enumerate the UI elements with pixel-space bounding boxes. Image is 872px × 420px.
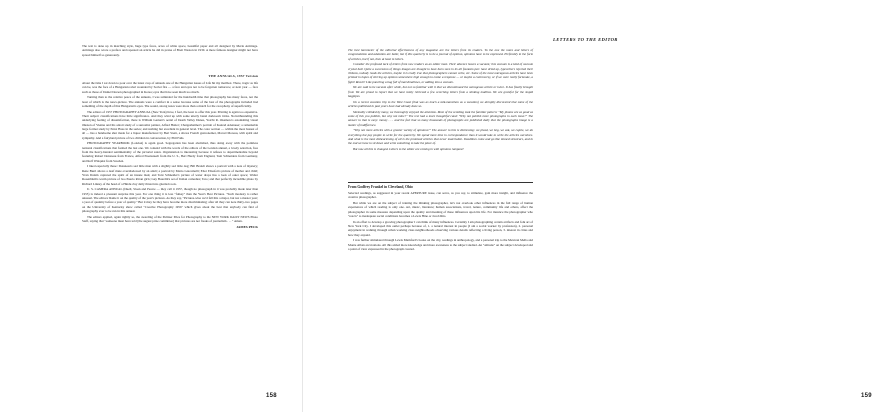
letter-paragraph: I was further stimulated through Lewis Mumford's books on the city, readings in anthropology, and a personal trip to the Mexican Mella and Monte Alban excavations. All this added more knowledge and more awareness to the subject studied. An "attitude" on the subject developed and a point of view expressed in the photograph created.	[348, 238, 533, 252]
review-signature: JAMES PECK	[236, 224, 258, 229]
letter-heading: From Godfrey Frankel in Cleveland, Ohio	[348, 185, 413, 189]
letter-paragraph: Selected readings, as suggested in your recent APERTURE issue, can serve, as you say, to stimulate, gain more insight, and influence the creative photographer.	[348, 191, 533, 200]
editorial-paragraph: Sitemedly collided by many, we thoroughly enjoyed the attention. Most of the scolding took the familiar pattern: "My photos are as good as some of this you publish, but why not mine?" The rest had a more thoughtful cand: "Why not publish more photographs in each issue?" The answer to that is easy: money . . . and the fact that so many thousands of photographs are published daily that the photographs image is a matter of indifference.	[348, 109, 533, 127]
section-rule	[348, 182, 533, 183]
editorial-paragraph: "Why not more articles with a greater variety of opinions?" The answer to this is distressing: we plead, we beg, we ask, we cajole, we do everything but pay people to write for the quarterly. We spend more time in correspondence than it would take to write the articles ourselves. And what is the most disheartening of all is the promised articles that never materialize. Deadlines come and go like missed streetcars, and in the end we have to sit down and write something to take the place of.	[348, 128, 533, 146]
editorial-paragraph: But now all this is changed. Letters to the editor are coming in with opinions rampant!	[353, 147, 464, 151]
letter-paragraph: But while we are on the subject of training the thinking photographer, let's not overlook other influences in the full range of human experiences of which reading is only one. Art, music, literature; human associations, travel, nature, community life and others, affect the photographer in some measure depending upon the quality and meaning of these influences upon his life. For instance the photographer who "reacts" to inadequate social conditions becomes a Lewis Hine or Jacob Riis.	[348, 200, 533, 219]
editorial-paragraph: The best barometer of the editorial effectiveness of any magazine are the letters from its readers. To the one the notes and letters of congratulation and adulation are balm; but if this quarterly is to be a journal of opinion, opinions have to be expressed. Preferably in the form of articles, but if not, then at least in letters.	[348, 48, 533, 61]
review-paragraph: PHOTOGRAPHY YEARBOOK (London) is again good. Segregation has been abolished, thus doing away with the pointless national classifications that formed the last one. We contend with the words of the editors of the London annual, a lovely selection, free from the heavy-handed sentimentality of the pictorial salon. Organization is interesting because it refuses to departmentalize beyond featuring Robert Doisneau from France, Alfred Eisenstaedt from the U. S., Bert Hardy from England, Toni Schneiders from Germany, and Rolf Winquist from Sweden.	[82, 141, 258, 163]
page-number-left: 158	[266, 393, 277, 399]
annuals-review-text	[82, 81, 258, 229]
editorial-paragraph: Consider the profound lack of letters from new readers as an editor must. Their absence leaves a vacuum; this vacuum is a kind of vacuum crystal ball. Quite a succession of things images are thought to have been seen in its all fountain pen: have dried up, typewriters rejected their ribbons, nobody reads the articles, maybe it is really true that photographers cannot write, etc. Some of the most outrageous articles have been printed in hopes of stirring up opinion somewhere high enough to evoke a response — or maybe a controversy, or if we were really fortunate, a fight! Result? Like punching a bag full of marshmallows, or adding into a vacuum.	[348, 62, 533, 84]
review-heading: THE ANNUALS, 1957 Version	[208, 74, 258, 78]
page-number-right: 159	[861, 393, 872, 399]
review-paragraph: The editors applied, again rightly so, the awarding of the Pulitzer Prize for Photography to the NEW YORK DAILY NEWS Photo Staff, saying that "someone must have told [the august prize committee] that pictures are not freaks of journalism . . . " Amen.	[82, 214, 258, 224]
review-paragraph: U. S. CAMERA ANNUAL (Duell, Sloan and Pearce — they call it 1957, though no photograph in it was probably made later than 1955) is indeed a pleasant surprise this year. For one thing it is less "folksy" than the Year's Best Pictures. "Such modesty is rather unusual. The editors blame it on the quality of the year's pictures. As they say, "Pictures-wise we'd fall this a major, but not a master year; a year of quantity before a year of quality." But it may be they have become more discriminating; after all they can note thirty-two pages on the University of Kentucky show called "Creative Photography 1956" which gives about the best that anybody can find of photography ever to be run in this annual.	[82, 187, 258, 214]
book-review-caption	[82, 44, 258, 58]
right-page	[303, 0, 872, 420]
left-page	[0, 0, 303, 420]
review-paragraph: I liked especially these: Doisneau's sad little man with a slightly sad little dog; Bill Brandt shows a portrait with a note of mystery; Rene Burri shows a deaf mute overshadowed by an adult; a portrait by Mario Giacomelli; Eliot Elisofon's picture of mother and child; Yvan Dalain captured the spirit of an insane man; and Toni Schneider's picture of water drops has a look of outer space; Walter Rosenblum's warm picture of two Puerto Rican girls; Guy Bourdin's set of Italian comedies; Toto; and that perfectly incredible photo by Richard Linney of the head of a Hindu clay daily thrust into gnarled roots.	[82, 164, 258, 186]
editorial-introduction	[348, 48, 533, 153]
letter-paragraph: In an effort to develop a growing photographer I can think of many influences. Certainly I am photographing certain artifacts and folk art of New York City. I developed this outlet perhaps because of, 1. a natural interest in people (I am a social worker by profession), 2. personal enjoyment in walking through urban working class neighborhoods observing various details reflecting a living person, 3. interest in cities and how they expand.	[348, 219, 533, 237]
editorial-paragraph: On a recent vacation trip to the West Coast (that was as much a talk-marathon as a vacation) we abruptly discovered that some of the articles published in past years have had already done so.	[348, 99, 533, 109]
caption-paragraph: The text is done up in matching style, huge type faces, acres of white space, beautiful paper and all designed by Merle Armitage. Armitage also wrote a preface and repeated an article he did in praise of Brett Weston in 1930. A more famous designer might not have spread himself so generously.	[82, 44, 258, 57]
review-paragraph: About the time I sat down to pour over the latest crop of annuals one of the Hungarian issues of Life hit my mailbox. There, tragic as life can be, was the face of a Hungarian rebel wounded by Soviet fire — a face and eyes not to be forgotten tomorrow, or next year — face such as those of Daniel Dorsen photographed in Korea; eyes that have seen much too much.	[82, 81, 258, 94]
editorial-paragraph: We are said to be vacuum after while, but not so familiar with it that we discontinued the outrageous article or twice. It has finally brought fruit. We are proud to report that we have lately retrieved a few scorching letters from a stinking mailbox. We are grateful for the stupid bagpipes.	[348, 85, 533, 99]
letter-body	[348, 191, 533, 253]
letters-to-editor-title: LETTERS TO THE EDITOR	[553, 37, 618, 42]
review-paragraph: The editors of 1957 PHOTOGRAPHY ANNUAL (New York) have, I feel, the least to offer this year. Printing is again too expensive. Their subject classifications have little significance. And they wind up with some utterly banal darkroom tricks. Notwithstanding this underlying feeling of dissatisfaction, there is William Garnett's aerial of Death Valley Dunes, Yoichi R. Okamoto's astonishing visual illusion of Vienna and his adroit study of a surrealist painter, Alfred Hutter; Chargesheimer's portrait of Konrad Adenauer; a remarkable large format study by Ernst Haas in the series; and nothing but excellent in general level. The color section — within the most honest of all — has a handsome shot made for a liquor manufacturer by Bert Stern, a shows French gastronomer, Marcel Moreau, with spirit and sympathy. And a fairyland picture of two children in conversation, by Phil Fahs.	[82, 109, 258, 140]
review-paragraph: Turning then to the relative peace of the annuals, I was reminded for the hundredth time that photography has many faces, not the least of which is the news-picture. The annuals were a comfort in a sense because some of the best of the photographs included had something of the depth of that Hungarian's eyes. The sound, strong notes were more than a match for the cacophony of superficiality.	[82, 95, 258, 109]
review-body	[82, 81, 258, 223]
